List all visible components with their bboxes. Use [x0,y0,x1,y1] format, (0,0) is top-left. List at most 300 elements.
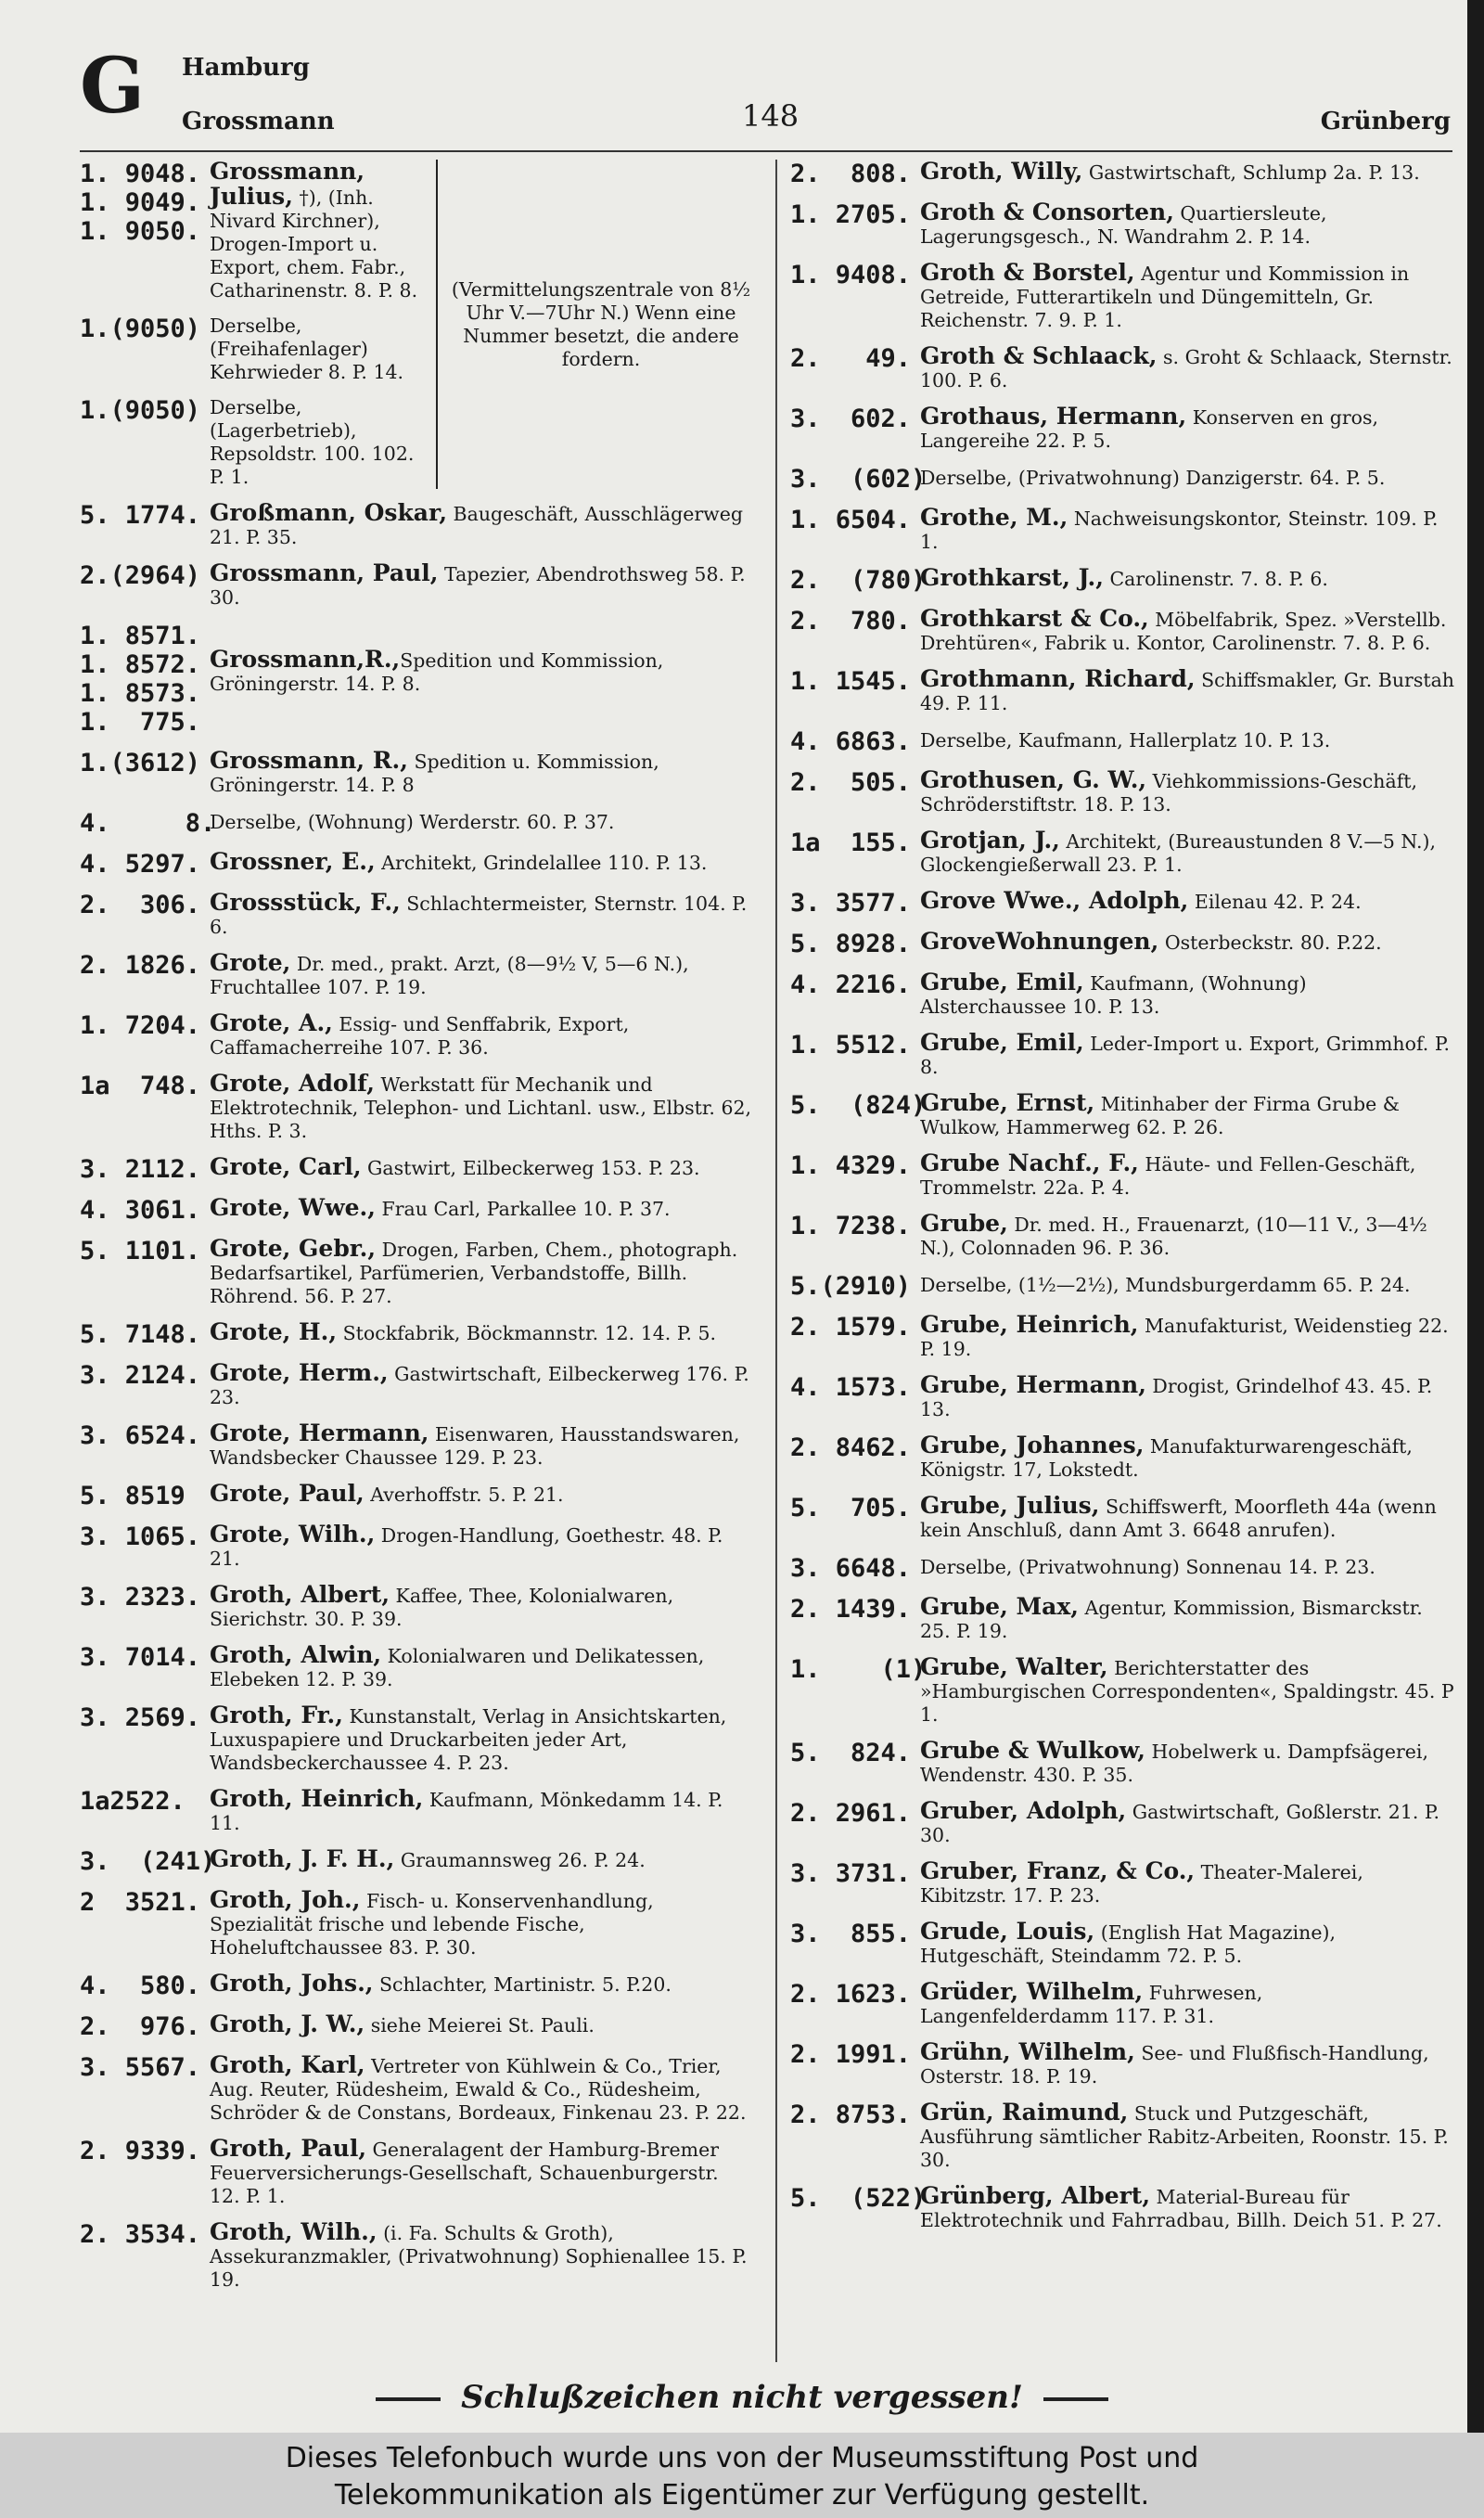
book-spine-edge [1467,0,1484,2433]
listing-details: Konserven en gros, Langereihe 22. P. 5. [920,406,1379,452]
listing-name: Grote, Gebr., [210,1235,377,1262]
phone-number: 1.(3612) [80,749,201,777]
listing-details: Gastwirtschaft, Schlump 2a. P. 13. [1082,161,1420,184]
listing-text [920,1739,1454,1787]
phone-numbers: 1. 9048. 1. 9049. 1. 9050. [80,160,201,246]
listing-name: Grote, H., [210,1318,338,1345]
phone-number: 1. 7238. [790,1212,912,1240]
listing-details: Eilenau 42. P. 24. [1188,891,1362,913]
listing-entry [80,1237,753,1308]
listing-entry [790,405,1454,453]
phone-number: 4. 580. [80,1972,201,2000]
listing-details: Baugeschäft, Ausschlägerweg 21. P. 35. [210,503,743,548]
listing-entry [790,1151,1454,1200]
listing-name: Groth & Consorten, [920,199,1174,225]
bracketed-entry-main [80,160,438,489]
listing-text [210,160,430,302]
listing-text [210,1421,753,1470]
phone-number: 3. 2569. [80,1703,201,1732]
phone-number: 5. 705. [790,1494,912,1522]
listing-name: GroveWohnungen, [920,928,1159,955]
listing-name: Grude, Louis, [920,1918,1095,1945]
listing-entry [790,2040,1454,2088]
listing-entry [790,1031,1454,1079]
listing-name: Grube, Johannes, [920,1432,1145,1458]
listing-name: Grühn, Wilhelm, [920,2038,1135,2065]
right-guide-word: Grünberg [1320,108,1451,135]
listing-text [210,1583,753,1631]
listing-text [210,1011,753,1060]
listing-text [920,1920,1454,1968]
listing-text [210,2053,753,2125]
listing-details: Kolonialwaren und Delikatessen, Elebeken 12. P. 39. [210,1645,705,1690]
listing-text [210,1482,753,1507]
credit-line: Telekommunikation als Eigentümer zur Verfügung gestellt. [334,2479,1150,2512]
listing-details: Stockfabrik, Böckmannstr. 12. 14. P. 5. [337,1322,717,1344]
ownership-credit [0,2433,1484,2518]
listing-text [920,1373,1454,1421]
listing-entry [80,396,430,489]
phone-number: 4. 5297. [80,850,201,879]
listing-entry [80,1888,753,1959]
phone-number: 2. 306. [80,891,201,919]
phone-number: 2 3521. [80,1888,201,1917]
listing-name: Gruber, Adolph, [920,1797,1127,1824]
listing-text [210,1787,753,1835]
listing-text [920,200,1454,249]
listing-text [920,829,1454,877]
phone-number: 2. 505. [790,768,912,797]
listing-text [210,951,753,999]
listing-text [210,2220,753,2292]
listing-entry [80,809,753,838]
listing-text [920,1799,1454,1847]
listing-details: Eisenwaren, Hausstandswaren, Wandsbecker Chaussee 129. P. 23. [210,1423,740,1469]
listing-text [920,344,1454,392]
listing-name: Groth, J. W., [210,2011,365,2037]
listing-name: Grothaus, Hermann, [920,403,1187,430]
listing-details: Manufakturist, Weidenstieg 22. P. 19. [920,1315,1449,1360]
listing-entry [80,891,753,939]
listing-text [210,2012,753,2037]
listing-text [920,1595,1454,1643]
phone-number: 4. 8. [80,809,216,838]
listing-name: Grossstück, F., [210,889,401,916]
right-column [790,160,1454,2244]
listing-text [920,160,1454,185]
listing-text [920,970,1454,1019]
listing-name: Grube, Ernst, [920,1089,1095,1116]
listing-text [920,889,1454,914]
phone-number: 3. 5567. [80,2053,201,2082]
listing-name: Groth, Willy, [920,158,1083,185]
listing-text [920,667,1454,715]
listing-name: Groth, Fr., [210,1702,343,1728]
listing-details: Schlachtermeister, Sternstr. 104. P. 6. [210,893,748,938]
listing-details: Schiffsmakler, Gr. Burstah 49. P. 11. [920,669,1455,714]
listing-entry [790,970,1454,1019]
listing-name: Gruber, Franz, & Co., [920,1857,1196,1884]
listing-entry [790,1494,1454,1542]
phone-number: 2. 976. [80,2012,201,2041]
listing-name: Groth, J. F. H., [210,1845,395,1872]
phone-number: 2.(2964) [80,561,201,590]
listing-text [920,566,1454,591]
listing-details: Architekt, (Bureaustunden 8 V.—5 N.), Glockengießerwall 23. P. 1. [920,830,1437,876]
listing-details: Mitinhaber der Firma Grube & Wulkow, Hammerweg 62. P. 26. [920,1093,1401,1138]
listing-details: Material-Bureau für Elektrotechnik und Fahrradbau, Billh. Deich 51. P. 27. [920,2186,1442,2231]
phone-number: 2. 9339. [80,2137,201,2165]
listing-name: Grossner, E., [210,848,376,875]
phone-number: 3. (602) [790,465,927,494]
listing-details: (i. Fa. Schults & Groth), Assekuranzmakler, (Privatwohnung) Sophienallee 15. P. 19. [210,2222,748,2291]
listing-text [920,2100,1454,2172]
listing-name: Groth, Joh., [210,1886,361,1913]
phone-number: 1. 7204. [80,1011,201,1040]
listing-details: Häute- und Fellen-Geschäft, Trommelstr. 22a. P. 4. [920,1153,1416,1199]
listing-entry [790,200,1454,249]
listing-text [210,1072,753,1143]
listing-name: Grote, Wilh., [210,1521,376,1548]
listing-entry [80,160,430,302]
listing-details: Fisch- u. Konservenhandlung, Spezialität frische und lebende Fische, Hoheluftchaussee 83. P. 30. [210,1890,654,1959]
listing-name: Grube, Emil, [920,969,1084,996]
left-listing-group-a [80,501,753,610]
listing-entry [790,1433,1454,1482]
listing-name: Groth & Schlaack, [920,342,1158,369]
listing-entry [790,1799,1454,1847]
listing-text [920,1031,1454,1079]
listing-details: Derselbe, (Privatwohnung) Sonnenau 14. P. 23. [920,1556,1375,1578]
listing-text [920,1433,1454,1482]
phone-number: 1. 4329. [790,1151,912,1180]
listing-entry [790,1655,1454,1727]
listing-text [210,1888,753,1959]
listing-name: Grube, Walter, [920,1653,1108,1680]
listing-text [210,1522,753,1571]
phone-number: 2. 8753. [790,2100,912,2129]
listing-details: Kunstanstalt, Verlag in Ansichtskarten, Luxuspapiere und Druckarbeiten jeder Art, Wandsbeckerchaussee 4. P. 23. [210,1705,727,1774]
phone-number: 3. 7014. [80,1643,201,1672]
exchange-note: (Vermittelungszentrale von 8½ Uhr V.—7Uhr N.) Wenn eine Nummer besetzt, die andere fordern. [451,277,751,370]
phone-number: 1a 748. [80,1072,201,1100]
listing-details: Hobelwerk u. Dampfsägerei, Wendenstr. 430. P. 35. [920,1741,1428,1786]
listing-entry [80,561,753,610]
phone-number: 1. 2705. [790,200,912,229]
listing-name: Grossmann, Julius, [210,158,365,210]
listing-text [920,1091,1454,1139]
listing-entry [80,1847,753,1876]
page-number: 148 [742,98,800,134]
listing-text [210,561,753,610]
listing-text [920,607,1454,655]
phone-number: 2. 808. [790,160,912,188]
phone-number: 3. 2124. [80,1361,201,1390]
listing-entry [790,1595,1454,1643]
listing-text [210,1703,753,1775]
listing-details: Kaffee, Thee, Kolonialwaren, Sierichstr. 30. P. 39. [210,1585,674,1630]
listing-details: Derselbe, (Wohnung) Werderstr. 60. P. 37. [210,811,615,833]
footer-slogan [0,2379,1484,2416]
listing-entry [790,829,1454,877]
listing-text [210,2137,753,2208]
credit-line: Dieses Telefonbuch wurde uns von der Museumsstiftung Post und [285,2442,1199,2474]
listing-text [920,1313,1454,1361]
listing-details: Drogen, Farben, Chem., photograph. Bedarfsartikel, Parfümerien, Verbandstoffe, Billh. Röhrend. 56. P. 27. [210,1239,738,1307]
phone-number: 2. 1991. [790,2040,912,2069]
listing-entry [790,607,1454,655]
listing-details: Drogist, Grindelhof 43. 45. P. 13. [920,1375,1433,1420]
listing-details: Averhoffstr. 5. P. 21. [364,1484,564,1506]
listing-details: Agentur, Kommission, Bismarckstr. 25. P. 19. [920,1597,1423,1642]
phone-number: 3. 1065. [80,1522,201,1551]
listing-details: Agentur und Kommission in Getreide, Futterartikeln und Düngemitteln, Gr. Reichenstr. 7. 9. P. 1. [920,263,1410,331]
phone-number: 3. 2112. [80,1155,201,1184]
listing-text [210,1847,753,1872]
listing-entry [80,1011,753,1060]
listing-entry [790,566,1454,595]
listing-text [920,1272,1454,1297]
listing-name: Grube Nachf., F., [920,1150,1139,1176]
listing-name: Grube & Wulkow, [920,1737,1145,1764]
listing-text [920,506,1454,554]
phone-number: 5. 7148. [80,1320,201,1349]
listing-name: Groth, Heinrich, [210,1785,424,1812]
listing-details: Architekt, Grindelallee 110. P. 13. [375,852,708,874]
listing-text [210,1320,753,1345]
phone-number: 3. 2323. [80,1583,201,1612]
listing-entry [80,2053,753,2125]
listing-name: Groth, Alwin, [210,1641,382,1668]
phone-number: 2. 3534. [80,2220,201,2249]
right-listing-group [790,160,1454,2232]
listing-name: Grote, Paul, [210,1480,365,1507]
listing-details: Derselbe, (Freihafenlager) Kehrwieder 8. P. 14. [210,315,404,383]
listing-text [920,261,1454,332]
listing-name: Grube, Heinrich, [920,1311,1139,1338]
listing-name: Grün, Raimund, [920,2099,1129,2126]
phone-number: 1. (1) [790,1655,927,1684]
listing-details: Gastwirtschaft, Goßlerstr. 21. P. 30. [920,1801,1440,1846]
phone-number: 1. 9408. [790,261,912,289]
phone-number: 2. 1579. [790,1313,912,1342]
phone-number: 2. 1439. [790,1595,912,1624]
listing-entry [790,261,1454,332]
listing-details: Generalagent der Hamburg-Bremer Feuerversicherungs-Gesellschaft, Schauenburgerstr. 12. P. 1. [210,2139,720,2207]
column-divider [775,160,777,2362]
listing-details: Kaufmann, (Wohnung) Alsterchaussee 10. P. 13. [920,972,1307,1018]
slogan-dash [1043,2397,1108,2401]
phone-number: 1. 6504. [790,506,912,534]
listing-details: Möbelfabrik, Spez. »Verstellb. Drehtüren«, Fabrik u. Kontor, Carolinenstr. 7. 8. P. 6. [920,609,1447,654]
listing-details: Graumannsweg 26. P. 24. [394,1849,646,1871]
listing-name: Grothusen, G. W., [920,766,1147,793]
listing-name: Groth, Karl, [210,2051,365,2078]
phone-number: 1a2522. [80,1787,186,1816]
listing-details: Derselbe, Kaufmann, Hallerplatz 10. P. 13. [920,729,1331,752]
listing-entry [790,1859,1454,1908]
listing-text [920,2040,1454,2088]
listing-name: Grube, Emil, [920,1029,1084,1056]
listing-text [210,1196,753,1221]
listing-text [920,930,1454,955]
listing-details: Frau Carl, Parkallee 10. P. 37. [375,1198,671,1220]
listing-details: Quartiersleute, Lagerungsgesch., N. Wandrahm 2. P. 14. [920,202,1327,248]
listing-entry [80,1972,753,2000]
listing-name: Großmann, Oskar, [210,499,448,526]
phone-number: 5. 8519 [80,1482,186,1510]
phone-number: 3. (241) [80,1847,216,1876]
listing-name: Groth, Paul, [210,2135,367,2162]
listing-details: Gastwirtschaft, Eilbeckerweg 176. P. 23. [210,1363,749,1408]
listing-details: Theater-Malerei, Kibitzstr. 17. P. 23. [920,1861,1363,1907]
listing-entry [790,1212,1454,1260]
listing-details: Derselbe, (Privatwohnung) Danzigerstr. 64. P. 5. [920,467,1386,489]
listing-entry [790,1920,1454,1968]
listing-entry [80,2137,753,2208]
section-letter: G [80,42,146,131]
listing-name: Grothmann, Richard, [920,665,1196,692]
listing-name: Grote, Adolf, [210,1070,376,1097]
listing-entry [790,930,1454,958]
listing-entry [790,2184,1454,2232]
listing-details: Schiffswerft, Moorfleth 44a (wenn kein Anschluß, dann Amt 3. 6648 anrufen). [920,1496,1437,1541]
listing-text [210,809,753,834]
listing-text [210,622,753,737]
listing-entry [80,2220,753,2292]
listing-details: Tapezier, Abendrothsweg 58. P. 30. [210,563,746,609]
listing-text [210,1237,753,1308]
phone-number: 2. 8462. [790,1433,912,1462]
listing-entry [80,749,753,797]
listing-name: Groth, Albert, [210,1581,390,1608]
phone-number: 2. 2961. [790,1799,912,1828]
listing-name: Grothkarst, J., [920,564,1104,591]
listing-text [920,1554,1454,1579]
listing-details: Vertreter von Kühlwein & Co., Trier, Aug. Reuter, Rüdesheim, Ewald & Co., Rüdesheim, Schröder & de Constans, Bordeaux, Finkenau 23. P. 22. [210,2055,747,2124]
listing-entry [80,1155,753,1184]
listing-entry [80,1196,753,1225]
phone-number: 1. 1545. [790,667,912,696]
listing-details: Kaufmann, Mönkedamm 14. P. 11. [210,1789,723,1834]
listing-text [920,1212,1454,1260]
listing-name: Grote, A., [210,1009,333,1036]
listing-name: Grove Wwe., Adolph, [920,887,1189,914]
phone-number: 1a 155. [790,829,912,857]
grouped-entry [80,622,753,737]
listing-details: Essig- und Senffabrik, Export, Caffamacherreihe 107. P. 36. [210,1013,630,1059]
listing-name: Grossmann, Paul, [210,559,439,586]
listing-entry [790,667,1454,715]
phone-number: 4. 6863. [790,727,912,756]
bracketed-entry [80,160,753,489]
phone-number: 5.(2910) [790,1272,912,1301]
phone-number: 2. (780) [790,566,927,595]
listing-name: Grossmann, R., [210,747,408,774]
listing-entry [80,1361,753,1409]
slogan-text: Schlußzeichen nicht vergessen! [461,2379,1023,2416]
listing-text [920,768,1454,816]
listing-name: Groth & Borstel, [920,259,1135,286]
phone-number: 3. 855. [790,1920,912,1948]
listing-details: siehe Meierei St. Pauli. [365,2014,595,2036]
listing-text [210,850,753,875]
listing-name: Grünberg, Albert, [920,2182,1151,2209]
listing-name: Grüder, Wilhelm, [920,1978,1144,2005]
listing-text [920,2184,1454,2232]
listing-entry [790,1739,1454,1787]
listing-details: Dr. med., prakt. Arzt, (8—9½ V, 5—6 N.), Fruchtallee 107. P. 19. [210,953,689,998]
phone-number: 5. 824. [790,1739,912,1767]
listing-text [210,1361,753,1409]
listing-details: Derselbe, (1½—2½), Mundsburgerdamm 65. P. 24. [920,1274,1411,1296]
listing-entry [80,1583,753,1631]
listing-details: Viehkommissions-Geschäft, Schröderstiftstr. 18. P. 13. [920,770,1418,816]
listing-entry [790,344,1454,392]
listing-entry [790,727,1454,756]
listing-text [210,891,753,939]
listing-details: Manufakturwarengeschäft, Königstr. 17, Lokstedt. [920,1435,1413,1481]
listing-entry [790,889,1454,918]
listing-text [920,727,1454,752]
listing-entry [790,1373,1454,1421]
listing-text [210,501,753,549]
phone-number: 5. 1101. [80,1237,201,1265]
listing-name: Grossmann,R., [210,646,401,673]
phone-number: 3. 3731. [790,1859,912,1888]
listing-name: Groth, Wilh., [210,2218,377,2245]
listing-text [920,1980,1454,2028]
listing-details: Spedition u. Kommission, Gröningerstr. 14. P. 8 [210,751,659,796]
listing-entry [80,2012,753,2041]
listing-details: Drogen-Handlung, Goethestr. 48. P. 21. [210,1524,723,1570]
listing-text [210,1155,753,1180]
phone-number: 2. 1826. [80,951,201,980]
listing-entry [80,315,430,384]
listing-entry [80,1072,753,1143]
listing-details: Schlachter, Martinistr. 5. P.20. [373,1973,672,1996]
listing-entry [790,1272,1454,1301]
listing-entry [790,160,1454,188]
phone-number: 3. 6648. [790,1554,912,1583]
listing-name: Grote, Hermann, [210,1420,429,1446]
phone-number: 5. 1774. [80,501,201,530]
listing-details: Gastwirt, Eilbeckerweg 153. P. 23. [361,1157,700,1179]
phone-number: 3. 3577. [790,889,912,918]
phone-numbers: 1. 8571. 1. 8572. 1. 8573. 1. 775. [80,622,201,737]
listing-entry [790,1980,1454,2028]
listing-details: Leder-Import u. Export, Grimmhof. P. 8. [920,1033,1450,1078]
listing-entry [790,1554,1454,1583]
phone-number: 4. 3061. [80,1196,201,1225]
listing-entry [80,501,753,549]
header-rule [80,150,1452,152]
listing-details: †), (Inh. Nivard Kirchner), Drogen-Import u. Export, chem. Fabr., Catharinenstr. 8. P. 8. [210,186,418,302]
phone-number: 2. 49. [790,344,912,373]
listing-name: Grote, Carl, [210,1153,362,1180]
phone-number: 2. 1623. [790,1980,912,2009]
listing-entry [790,1313,1454,1361]
city-heading: Hamburg [182,54,310,82]
listing-text [920,1859,1454,1908]
listing-entry [790,506,1454,554]
left-listing-group-b [80,749,753,2292]
listing-entry [790,1091,1454,1139]
phone-number: 5. (522) [790,2184,927,2213]
listing-text [920,465,1454,490]
left-column [80,160,753,2304]
listing-name: Grote, Herm., [210,1359,389,1386]
